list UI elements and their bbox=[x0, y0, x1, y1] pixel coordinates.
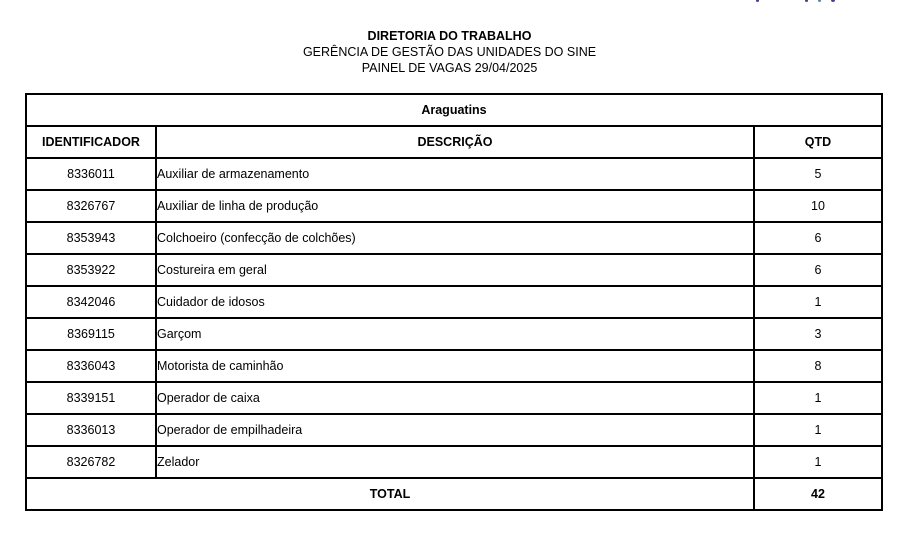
row-quantity: 1 bbox=[754, 382, 882, 414]
table-row bbox=[26, 350, 882, 382]
row-identifier: 8339151 bbox=[26, 382, 156, 414]
row-description: Garçom bbox=[156, 318, 754, 350]
total-row bbox=[26, 478, 882, 510]
column-header-row bbox=[26, 126, 882, 158]
table-row bbox=[26, 414, 882, 446]
row-description: Auxiliar de armazenamento bbox=[156, 158, 754, 190]
logo-mark-4 bbox=[831, 0, 835, 2]
row-identifier: 8326782 bbox=[26, 446, 156, 478]
row-description: Operador de empilhadeira bbox=[156, 414, 754, 446]
row-quantity: 1 bbox=[754, 446, 882, 478]
row-identifier: 8326767 bbox=[26, 190, 156, 222]
row-quantity: 8 bbox=[754, 350, 882, 382]
row-description: Auxiliar de linha de produção bbox=[156, 190, 754, 222]
row-quantity: 5 bbox=[754, 158, 882, 190]
table-row bbox=[26, 222, 882, 254]
logo-mark-3 bbox=[818, 0, 821, 2]
table-row bbox=[26, 382, 882, 414]
row-quantity: 6 bbox=[754, 222, 882, 254]
header-panel-date: PAINEL DE VAGAS 29/04/2025 bbox=[361, 61, 538, 75]
table-row bbox=[26, 286, 882, 318]
table-row bbox=[26, 446, 882, 478]
table-body bbox=[26, 158, 882, 478]
row-quantity: 6 bbox=[754, 254, 882, 286]
row-quantity: 10 bbox=[754, 190, 882, 222]
row-description: Motorista de caminhão bbox=[156, 350, 754, 382]
column-header-id: IDENTIFICADOR bbox=[26, 126, 156, 158]
row-description: Operador de caixa bbox=[156, 382, 754, 414]
row-quantity: 3 bbox=[754, 318, 882, 350]
column-header-description: DESCRIÇÃO bbox=[156, 126, 754, 158]
row-description: Costureira em geral bbox=[156, 254, 754, 286]
vacancies-table bbox=[25, 93, 883, 511]
row-quantity: 1 bbox=[754, 414, 882, 446]
row-identifier: 8353943 bbox=[26, 222, 156, 254]
logo-fragment bbox=[756, 0, 835, 2]
row-identifier: 8336043 bbox=[26, 350, 156, 382]
row-description: Colchoeiro (confecção de colchões) bbox=[156, 222, 754, 254]
row-identifier: 8336013 bbox=[26, 414, 156, 446]
row-quantity: 1 bbox=[754, 286, 882, 318]
header-title: DIRETORIA DO TRABALHO bbox=[367, 29, 532, 43]
table-row bbox=[26, 318, 882, 350]
total-value: 42 bbox=[754, 478, 882, 510]
header-subtitle: GERÊNCIA DE GESTÃO DAS UNIDADES DO SINE bbox=[302, 45, 597, 59]
row-description: Cuidador de idosos bbox=[156, 286, 754, 318]
row-description: Zelador bbox=[156, 446, 754, 478]
row-identifier: 8353922 bbox=[26, 254, 156, 286]
city-name: Araguatins bbox=[26, 94, 882, 126]
row-identifier: 8369115 bbox=[26, 318, 156, 350]
city-row bbox=[26, 94, 882, 126]
logo-mark-2 bbox=[805, 0, 808, 2]
table-row bbox=[26, 254, 882, 286]
column-header-qtd: QTD bbox=[754, 126, 882, 158]
document-header bbox=[0, 28, 899, 76]
table-row bbox=[26, 190, 882, 222]
logo-mark-1 bbox=[756, 0, 759, 2]
total-label: TOTAL bbox=[26, 478, 754, 510]
row-identifier: 8336011 bbox=[26, 158, 156, 190]
row-identifier: 8342046 bbox=[26, 286, 156, 318]
table-row bbox=[26, 158, 882, 190]
